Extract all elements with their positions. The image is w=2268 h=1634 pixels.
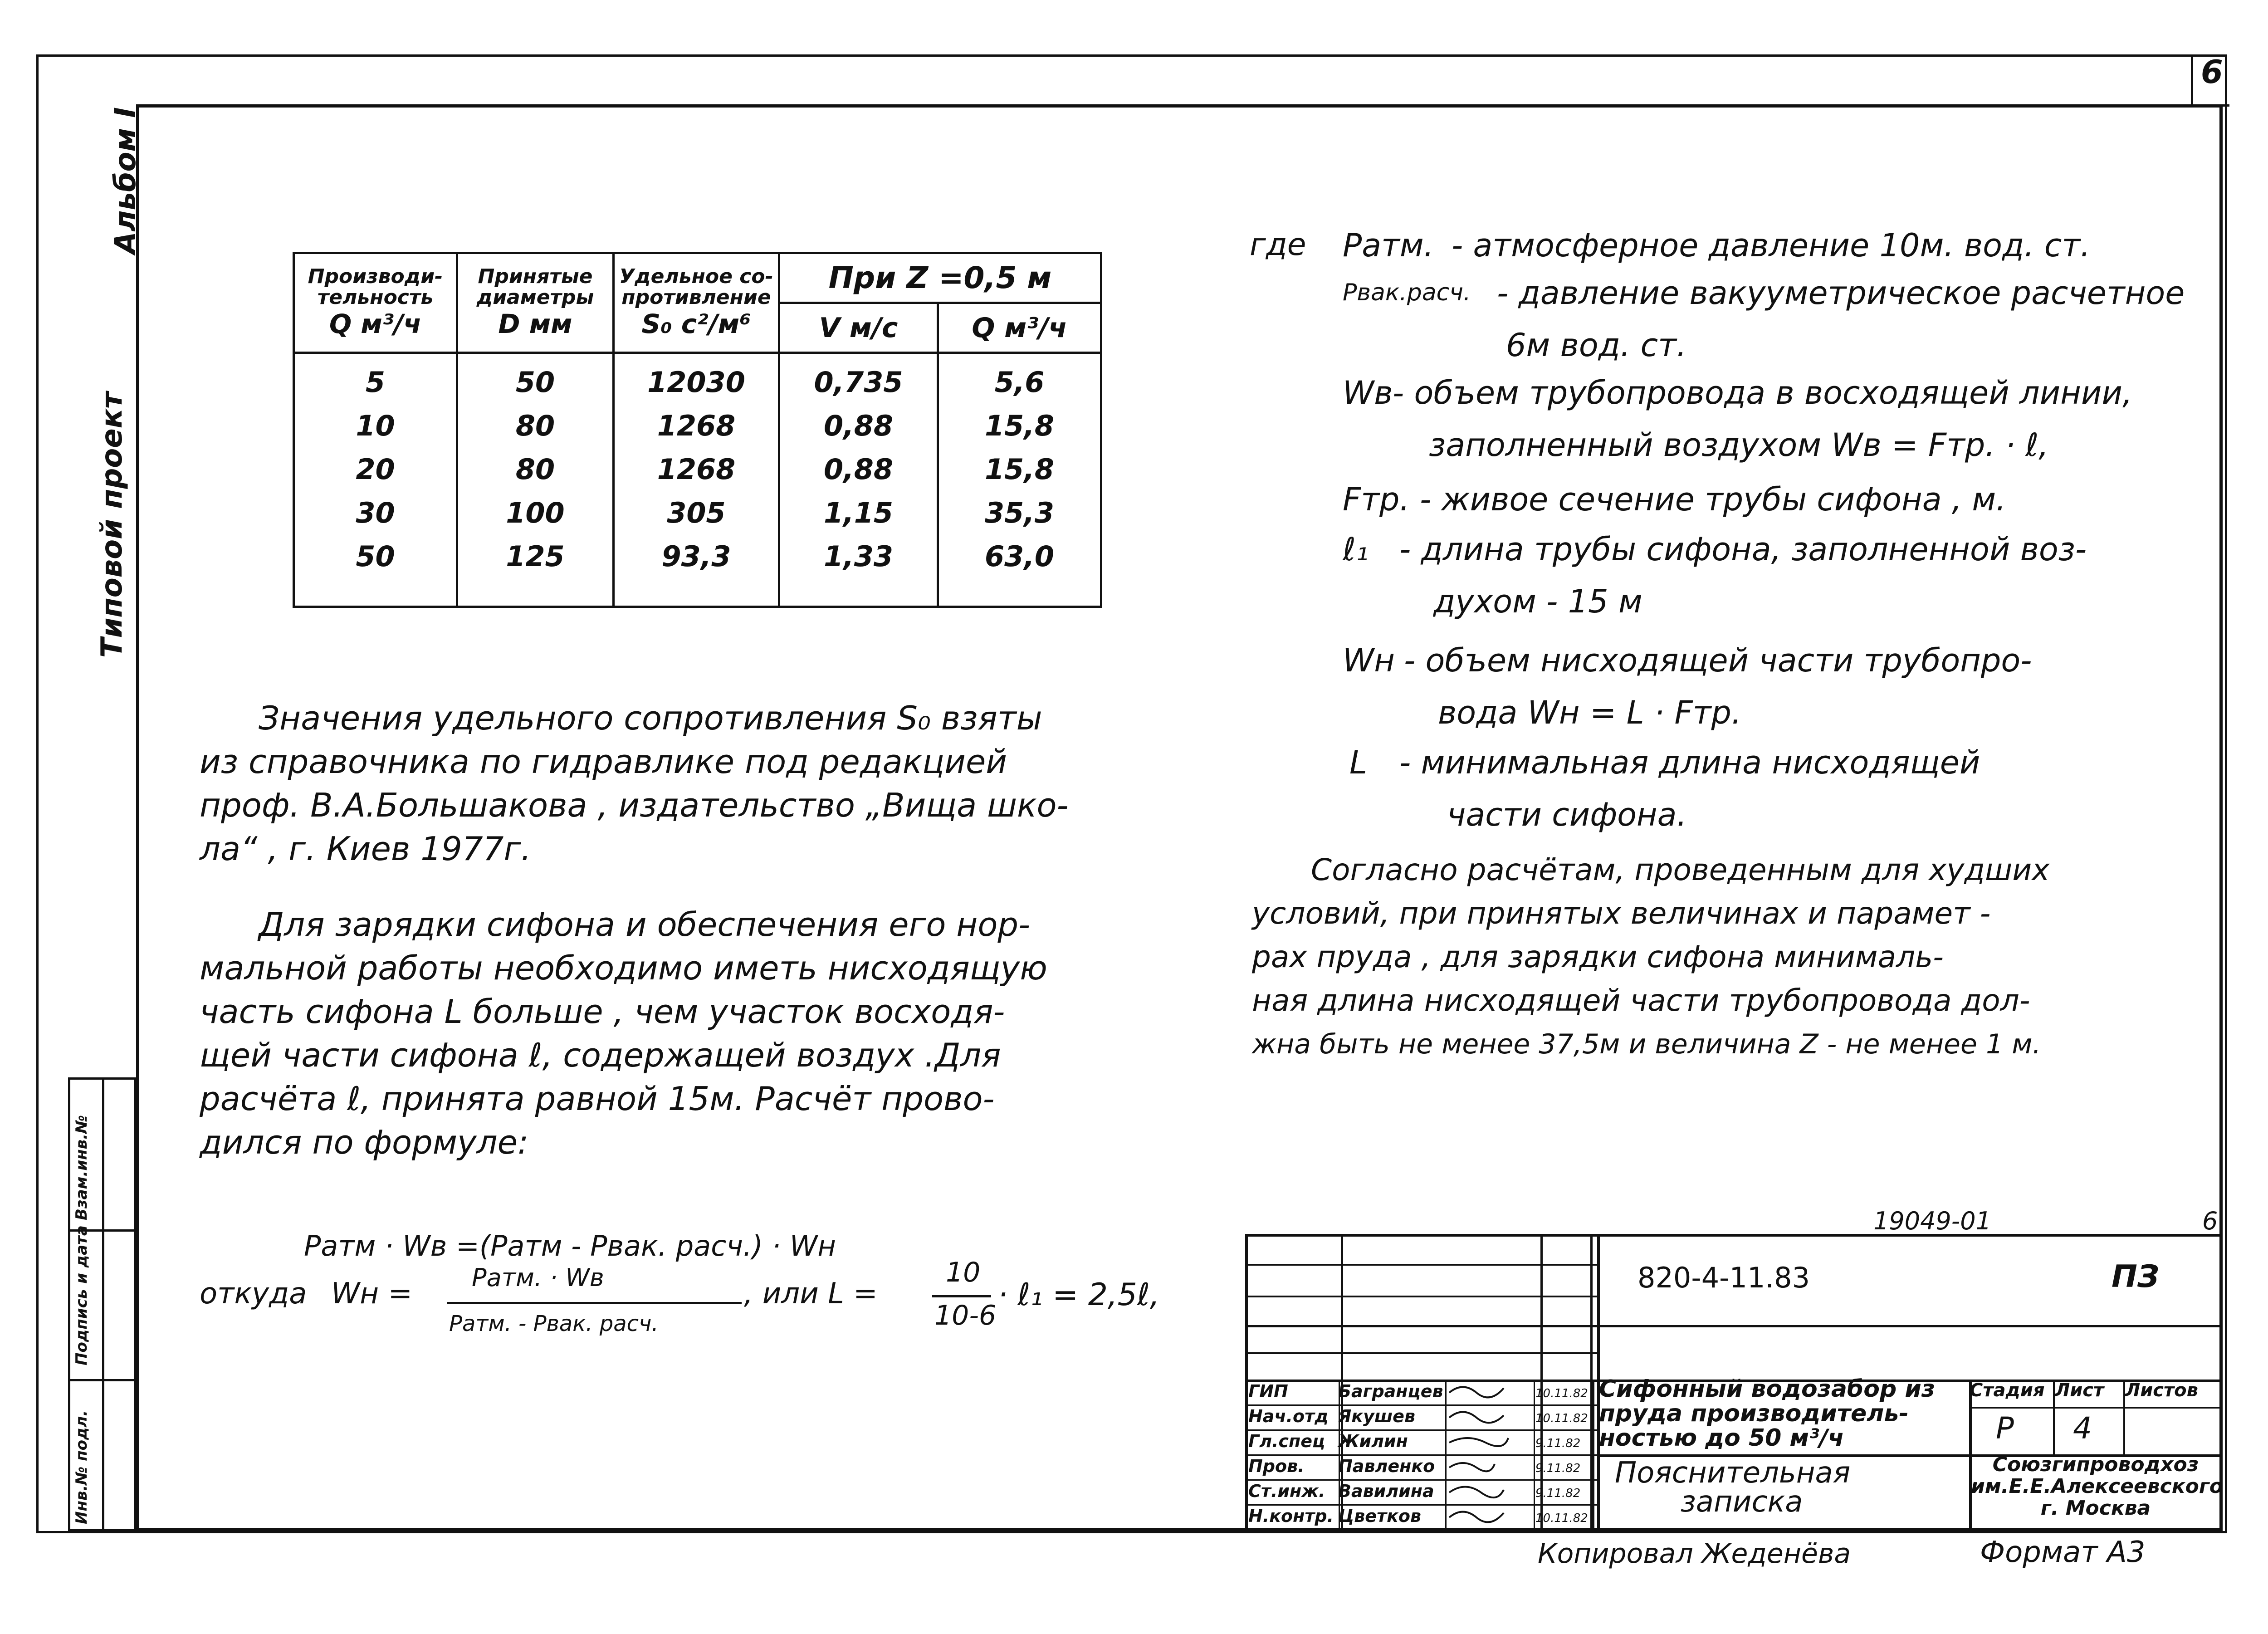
def-sym-pvak: Pвак.расч. — [1343, 279, 1471, 306]
def-text-l1-1: - длина трубы сифона, заполненной воз- — [1399, 531, 2087, 568]
header-resistance: Удельное со- противление S₀ с²/м⁶ — [614, 253, 779, 353]
def-text-L-2: части сифона. — [1447, 796, 1687, 833]
formula-otkuda: откуда — [200, 1277, 307, 1311]
fraction-bar-1 — [447, 1302, 742, 1304]
def-sym-patm: Pатм. — [1343, 227, 1434, 264]
def-sym-L: L — [1349, 744, 1367, 781]
formula-tail: · ℓ₁ = 2,5ℓ, — [998, 1277, 1160, 1313]
stamp-signatures — [1445, 1379, 1531, 1529]
stamp-archive-code: 19049-01 — [1873, 1207, 1991, 1235]
formula-or: , или L = — [744, 1277, 878, 1311]
gde-label: где — [1250, 227, 1306, 263]
stamp-stage: Р — [1996, 1411, 2014, 1446]
stamp-sheets-head: Листов — [2125, 1380, 2198, 1401]
formula-denominator: Pатм. - Pвак. расч. — [449, 1311, 659, 1336]
stamp-doc-title: Пояснительная записка — [1615, 1456, 1851, 1519]
def-sym-wv: Wв — [1343, 374, 1393, 411]
def-text-pvak-1: - давление вакууметрическое расчетное — [1497, 274, 2185, 312]
stamp-sheet-top: 6 — [2202, 1207, 2218, 1235]
copied-by: Копировал Жеденёва — [1538, 1538, 1851, 1570]
stamp-organisation: Союзгипроводхоз им.Е.Е.Алексеевского г. Москва — [1971, 1453, 2224, 1520]
stamp-dates: 10.11.82 10.11.82 9.11.82 9.11.82 9.11.82 10.11.82 — [1535, 1387, 1588, 1525]
album-label: Альбом I — [109, 107, 142, 254]
stamp-stage-head: Стадия — [1970, 1380, 2045, 1401]
corner-sheet-number: 6 — [2201, 54, 2223, 91]
stamp-doc-code: ПЗ — [2112, 1259, 2160, 1295]
def-text-wn-1: - объем нисходящей части трубопро- — [1404, 642, 2032, 679]
formula-den2: 10-6 — [934, 1300, 997, 1331]
header-group: При Z =0,5 м — [779, 253, 1101, 303]
col-productivity: 5 10 20 30 50 — [294, 353, 457, 607]
col-velocity: 0,735 0,88 0,88 1,15 1,33 — [779, 353, 938, 607]
stamp-roles: ГИП Нач.отд Гл.спец Пров. Ст.инж. Н.контр. — [1248, 1381, 1334, 1526]
paragraph-conclusion: Согласно расчётам, проведенным для худших условий, при принятых величинах и парамет - рах пруда , для зарядки сифона минималь- ная длина нисходящей части трубопровода дол- жна быть не менее 37,5м и величина Z - не менее 1 м. — [1252, 852, 2050, 1060]
header-diameter: Принятые диаметры D мм — [457, 253, 614, 353]
col-diameter: 50 80 80 100 125 — [457, 353, 614, 607]
def-text-ftr: - живое сечение трубы сифона , м. — [1420, 481, 2006, 518]
col-flow: 5,6 15,8 15,8 35,3 63,0 — [938, 353, 1101, 607]
header-flow: Q м³/ч — [938, 303, 1101, 353]
def-text-wn-2: вода Wн = L · Fтр. — [1438, 694, 1742, 731]
def-text-l1-2: духом - 15 м — [1433, 583, 1642, 620]
def-sym-wn: Wн — [1343, 642, 1395, 679]
def-text-L-1: - минимальная длина нисходящей — [1399, 744, 1980, 781]
stamp-project-title: Сифонный водозабор из пруда производитель- ностью до 50 м³/ч — [1599, 1375, 1935, 1452]
header-velocity: V м/с — [779, 303, 938, 353]
project-label: Типовой проект — [95, 391, 129, 658]
formula-num2: 10 — [946, 1257, 981, 1288]
strip-label-sign: Подпись и дата — [73, 1225, 91, 1365]
header-productivity: Производи- тельность Q м³/ч — [294, 253, 457, 353]
paragraph-method: Для зарядки сифона и обеспечения его нор- мальной работы необходимо иметь нисходящую часть сифона L больше , чем участок восходя- щей части сифона ℓ, содержащей воздух .Для расчёта ℓ, принята равной 15м. Расчёт прово- дился по формуле: — [200, 905, 1047, 1161]
def-text-wv-2: заполненный воздухом Wв = Fтр. · ℓ, — [1429, 426, 2049, 464]
def-text-wv-1: - объем трубопровода в восходящей линии, — [1393, 374, 2133, 411]
stamp-names: Багранцев Якушев Жилин Павленко Вавилина Цветков — [1338, 1381, 1443, 1526]
strip-label-vzam: Взам.инв.№ — [73, 1115, 91, 1220]
formula-lhs: Wн = — [331, 1277, 413, 1311]
format-label: Формат А3 — [1980, 1536, 2146, 1569]
fraction-bar-2 — [932, 1295, 991, 1297]
formula-balance: Pатм · Wв =(Pатм - Pвак. расч.) · Wн — [304, 1229, 836, 1262]
strip-label-inv: Инв.№ подл. — [73, 1410, 91, 1524]
signature-scribbles — [1445, 1379, 1531, 1529]
stamp-designation: 820-4-11.83 — [1637, 1261, 1810, 1294]
stamp-sheet: 4 — [2073, 1411, 2092, 1446]
def-text-pvak-2: 6м вод. ст. — [1506, 327, 1687, 364]
def-sym-l1: ℓ₁ — [1343, 531, 1369, 568]
def-text-patm: - атмосферное давление 10м. вод. ст. — [1452, 227, 2091, 264]
paragraph-source: Значения удельного сопротивления S₀ взяты из справочника по гидравлике под редакцией проф. В.А.Большакова , издательство „Вища шко- ла“ , г. Киев 1977г. — [200, 699, 1069, 868]
col-resistance: 12030 1268 1268 305 93,3 — [614, 353, 779, 607]
def-sym-ftr: Fтр. — [1343, 481, 1410, 518]
formula-numerator: Pатм. · Wв — [472, 1263, 604, 1292]
stamp-sheet-head: Лист — [2055, 1380, 2104, 1401]
pipe-table — [293, 252, 1102, 608]
